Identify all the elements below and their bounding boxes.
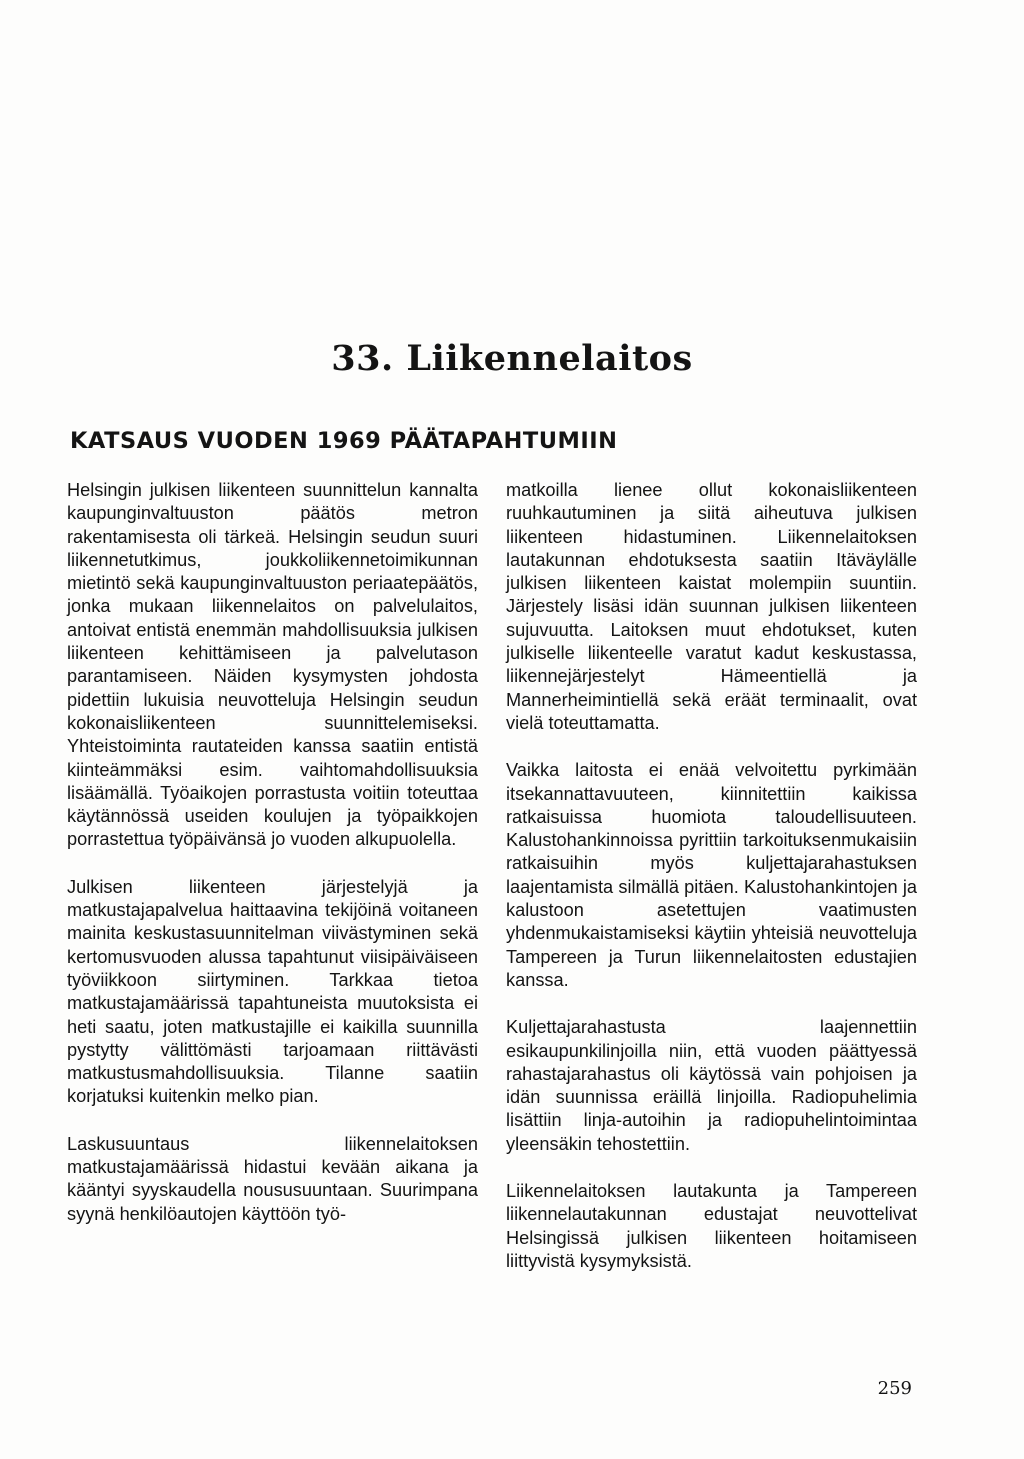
paragraph-left-3: Laskusuuntaus liikennelaitoksen matkustajamäärissä hidastui kevään aikana ja kääntyi syyskaudella noususuuntaan. Suurimpana syynä henkilöautojen käyttöön työ- — [67, 1133, 478, 1224]
page-number: 259 — [877, 1378, 912, 1399]
left-column — [67, 479, 478, 1250]
section-heading: KATSAUS VUODEN 1969 PÄÄTAPAHTUMIIN — [70, 428, 618, 454]
right-column — [506, 479, 917, 1297]
paragraph-right-2: Vaikka laitosta ei enää velvoitettu pyrkimään itsekannattavuuteen, kiinnitettiin kaikissa ratkaisuissa huomiota taloudellisuuteen. Kalustohankinnoissa pyrittiin tarkoituksenmukaisiin ratkaisuihin myös kuljettajarahastuksen laajentamista silmällä pitäen. Kalustohankintojen ja kalustoon asetettujen vaatimusten yhdenmukaistamiseksi käytiin yhteisiä neuvotteluja Tampereen ja Turun liikennelaitosten edustajien kanssa. — [506, 760, 917, 990]
paragraph-left-2: Julkisen liikenteen järjestelyjä ja matkustajapalvelua haittaavina tekijöinä voitaneen mainita keskustasuunnitelman viivästyminen sekä kertomusvuoden alussa tapahtunut viisipäiväiseen työviikkoon siirtyminen. Tarkkaa tietoa matkustajamäärissä tapahtuneista muutoksista ei heti saatu, joten matkustajille ei kaikilla suunnilla pystytty välittömästi tarjoamaan riittävästi matkustusmahdollisuuksia. Tilanne saatiin korjatuksi kuitenkin melko pian. — [67, 876, 478, 1107]
paragraph-right-1: matkoilla lienee ollut kokonaisliikenteen ruuhkautuminen ja siitä aiheutuva julkisen liikenteen hidastuminen. Liikennelaitoksen lautakunnan ehdotuksesta saatiin Itäväylälle julkisen liikenteen kaistat molempiin suuntiin. Järjestely lisäsi idän suunnan julkisen liikenteen sujuvuutta. Laitoksen muut ehdotukset, kuten julkiselle liikenteelle varatut kadut keskustassa, liikennejärjestelyt Hämeentiellä ja Mannerheimintiellä sekä eräät terminaalit, ovat vielä toteuttamatta. — [506, 480, 917, 733]
paragraph-right-4: Liikennelaitoksen lautakunta ja Tampereen liikennelautakunnan edustajat neuvottelivat Helsingissä julkisen liikenteen hoitamiseen liittyvistä kysymyksistä. — [506, 1181, 917, 1271]
paragraph-right-3: Kuljettajarahastusta laajennettiin esikaupunkilinjoilla niin, että vuoden päättyessä rahastajarahastus oli käytössä vain pohjoisen ja idän suunnissa eräillä linjoilla. Radiopuhelimia lisättiin linja-autoihin ja radiopuhelintoimintaa yleensäkin tehostettiin. — [506, 1017, 917, 1154]
paragraph-left-1: Helsingin julkisen liikenteen suunnittelun kannalta kaupunginvaltuuston päätös metron rakentamisesta oli tärkeä. Helsingin seudun suuri liikennetutkimus, joukkoliikennetoimikunnan mietintö sekä kaupunginvaltuuston periaatepäätös, jonka mukaan liikennelaitos on palvelulaitos, antoivat entistä enemmän mahdollisuuksia julkisen liikenteen kehittämiseen ja palvelutason parantamiseen. Näiden kysymysten johdosta pidettiin lukuisia neuvotteluja Helsingin seudun kokonaisliikenteen suunnittelemiseksi. Yhteistoiminta rautateiden kanssa saatiin entistä kiinteämmäksi esim. vaihtomahdollisuuksia lisäämällä. Työaikojen porrastusta voitiin toteuttaa käytännössä useiden koulujen ja työpaikkojen porrastettua työpäivänsä jo vuoden alkupuolella. — [67, 480, 478, 850]
chapter-title: 33. Liikennelaitos — [331, 338, 693, 379]
